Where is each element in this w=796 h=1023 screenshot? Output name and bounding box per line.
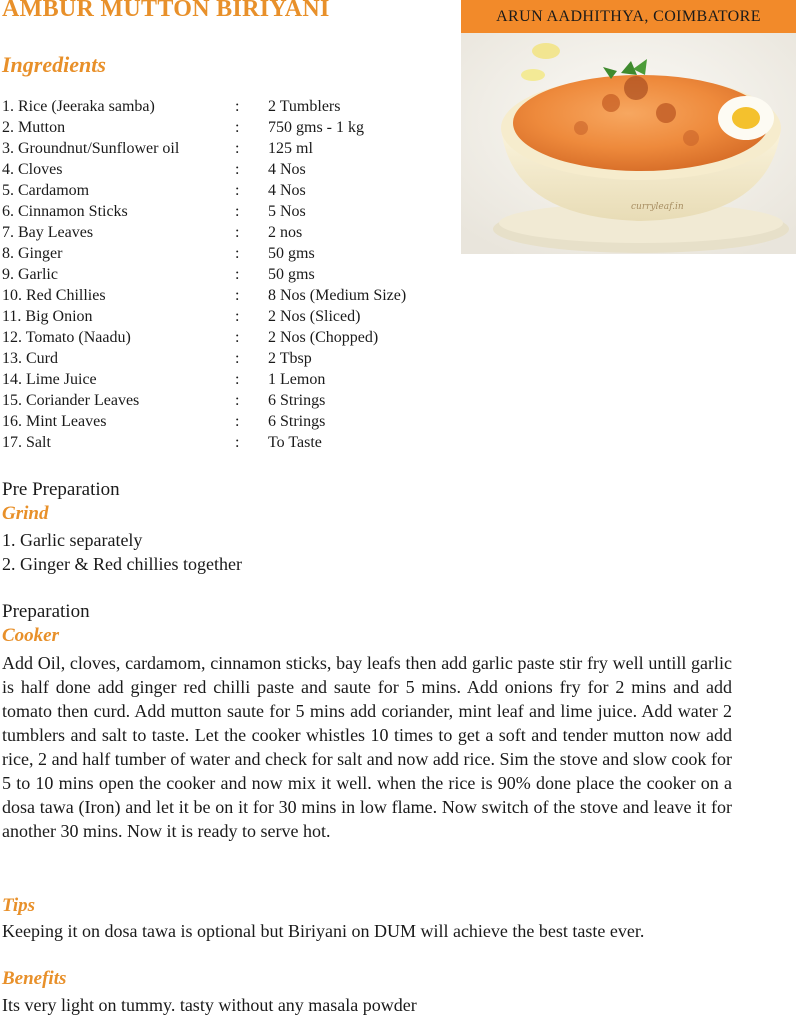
ingredient-name: 9. Garlic [2, 266, 58, 283]
ingredient-row [2, 159, 468, 180]
ingredient-row [2, 201, 468, 222]
ingredient-separator: : [235, 287, 240, 304]
biriyani-bowl-image [461, 33, 796, 254]
ingredient-quantity: 750 gms - 1 kg [268, 119, 364, 136]
ingredient-row [2, 222, 468, 243]
ingredient-quantity: 4 Nos [268, 161, 306, 178]
ingredient-row [2, 348, 468, 369]
ingredient-row [2, 306, 468, 327]
ingredient-row [2, 96, 468, 117]
ingredient-separator: : [235, 308, 240, 325]
ingredient-quantity: 2 nos [268, 224, 303, 241]
pre-preparation-heading: Pre Preparation [2, 479, 120, 500]
ingredient-separator: : [235, 182, 240, 199]
cooker-instructions: Add Oil, cloves, cardamom, cinnamon sticks, bay leafs then add garlic paste stir fry well untill garlic is half done add ginger red chilli paste and saute for 5 mins. Add onions fry for 2 mins and add tomato then curd. Add mutton saute for 5 mins add coriander, mint leaf and lime juice. Add water 2 tumblers and salt to taste. Let the cooker whistles 10 times to get a soft and tender mutton now add rice, 2 and half tumber of water and check for salt and now add rice. Sim the stove and slow cook for 5 to 10 mins open the cooker and now mix it well. when the rice is 90% done place the cooker on a dosa tawa (Iron) and let it be on it for 30 mins in low flame. Now switch of the stove and leave it for another 30 mins. Now it is ready to serve hot. [2, 653, 732, 841]
ingredient-name: 16. Mint Leaves [2, 413, 107, 430]
ingredient-separator: : [235, 245, 240, 262]
ingredient-quantity: 50 gms [268, 245, 315, 262]
ingredient-quantity: 8 Nos (Medium Size) [268, 287, 407, 304]
ingredient-row [2, 327, 468, 348]
cooker-heading: Cooker [2, 625, 59, 646]
tips-heading: Tips [2, 895, 36, 916]
ingredient-row [2, 243, 468, 264]
ingredient-name: 4. Cloves [2, 161, 63, 178]
photo-watermark: curryleaf.in [631, 202, 684, 212]
ingredient-quantity: 2 Nos (Sliced) [268, 308, 361, 325]
benefits-text: Its very light on tummy. tasty without any masala powder [2, 995, 417, 1015]
ingredient-separator: : [235, 224, 240, 241]
ingredient-row [2, 390, 468, 411]
ingredient-separator: : [235, 119, 240, 136]
recipe-title: AMBUR MUTTON BIRIYANI [2, 0, 330, 22]
ingredient-separator: : [235, 161, 240, 178]
author-banner [461, 0, 796, 33]
ingredients-heading: Ingredients [2, 52, 106, 77]
ingredients-list [2, 96, 468, 453]
ingredient-separator: : [235, 350, 240, 367]
benefits-heading: Benefits [2, 968, 67, 989]
ingredient-name: 14. Lime Juice [2, 371, 97, 388]
ingredient-quantity: To Taste [268, 434, 322, 451]
ingredient-name: 5. Cardamom [2, 182, 90, 199]
ingredient-separator: : [235, 266, 240, 283]
ingredient-name: 1. Rice (Jeeraka samba) [2, 98, 155, 115]
grind-steps [2, 528, 242, 576]
ingredient-quantity: 125 ml [268, 140, 313, 157]
author-name: ARUN AADHITHYA, COIMBATORE [496, 7, 761, 25]
ingredient-row [2, 411, 468, 432]
ingredient-name: 11. Big Onion [2, 308, 93, 325]
ingredient-separator: : [235, 329, 240, 346]
grind-heading: Grind [2, 503, 49, 524]
ingredient-row [2, 432, 468, 453]
ingredient-name: 13. Curd [2, 350, 58, 367]
preparation-heading: Preparation [2, 601, 90, 622]
ingredient-quantity: 5 Nos [268, 203, 306, 220]
ingredient-separator: : [235, 371, 240, 388]
ingredient-separator: : [235, 392, 240, 409]
ingredient-separator: : [235, 434, 240, 451]
ingredient-name: 3. Groundnut/Sunflower oil [2, 140, 180, 157]
grind-step: 1. Garlic separately [2, 530, 143, 550]
ingredient-quantity: 4 Nos [268, 182, 306, 199]
ingredient-quantity: 6 Strings [268, 392, 326, 409]
ingredient-quantity: 2 Nos (Chopped) [268, 329, 379, 346]
ingredient-separator: : [235, 98, 240, 115]
ingredient-row [2, 138, 468, 159]
grind-step: 2. Ginger & Red chillies together [2, 554, 242, 574]
ingredient-name: 7. Bay Leaves [2, 224, 94, 241]
ingredient-row [2, 264, 468, 285]
ingredient-quantity: 2 Tbsp [268, 350, 312, 367]
ingredient-name: 15. Coriander Leaves [2, 392, 140, 409]
ingredient-row [2, 285, 468, 306]
ingredient-separator: : [235, 413, 240, 430]
ingredient-separator: : [235, 140, 240, 157]
ingredient-row [2, 369, 468, 390]
ingredient-name: 12. Tomato (Naadu) [2, 329, 131, 346]
ingredient-name: 8. Ginger [2, 245, 63, 262]
ingredient-quantity: 6 Strings [268, 413, 326, 430]
tips-text: Keeping it on dosa tawa is optional but Biriyani on DUM will achieve the best taste ever. [2, 921, 645, 941]
ingredient-quantity: 50 gms [268, 266, 315, 283]
ingredient-name: 6. Cinnamon Sticks [2, 203, 128, 220]
ingredient-separator: : [235, 203, 240, 220]
biriyani-photo [461, 33, 796, 254]
ingredient-name: 10. Red Chillies [2, 287, 106, 304]
ingredient-quantity: 2 Tumblers [268, 98, 341, 115]
ingredient-name: 2. Mutton [2, 119, 66, 136]
ingredient-row [2, 180, 468, 201]
ingredient-quantity: 1 Lemon [268, 371, 326, 388]
ingredient-row [2, 117, 468, 138]
ingredient-name: 17. Salt [2, 434, 51, 451]
